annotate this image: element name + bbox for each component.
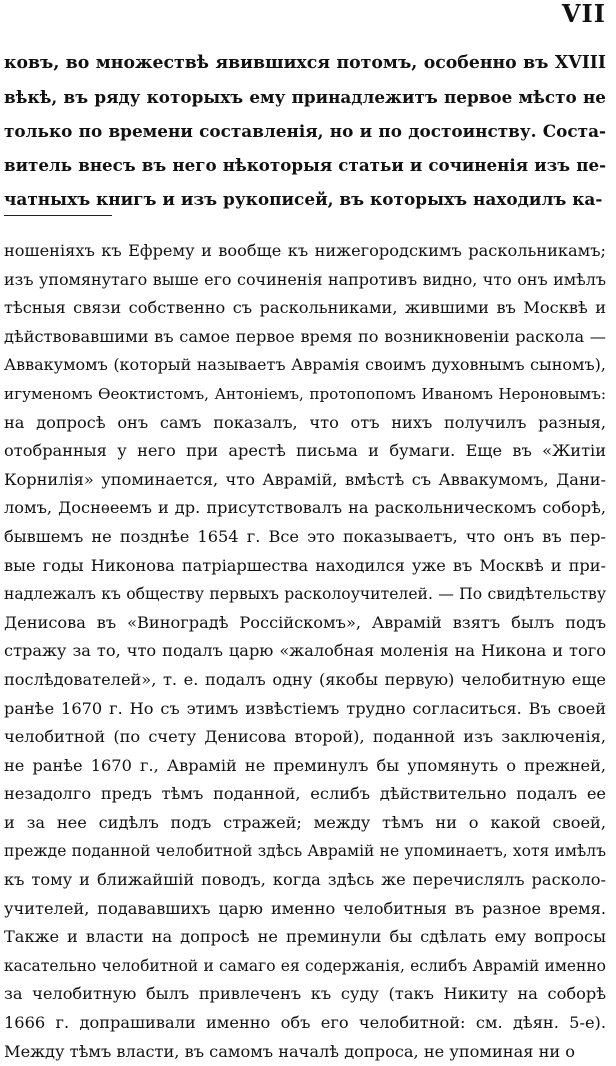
footnote-line: прежде поданной челобитной здѣсь Аврамій не упоминаетъ, хотя имѣлъ bbox=[4, 842, 606, 861]
footnote-line: незадолго предъ тѣмъ поданной, еслибъ дѣйствительно подалъ ее bbox=[4, 784, 606, 804]
footnote-line: бывшемъ не позднѣе 1654 г. Все это показываетъ, что онъ въ пер- bbox=[4, 526, 606, 546]
footnote-line: стражу за то, что подалъ царю «жалобная моленія на Никона и того bbox=[4, 641, 606, 661]
footnote-line: игуменомъ Ѳеоктистомъ, Антоніемъ, протопопомъ Иваномъ Нероновымъ: bbox=[4, 384, 606, 403]
footnote-line: надлежалъ къ обществу первыхъ расколоучителей. — По свидѣтельству bbox=[4, 585, 606, 604]
footnote-line: ломъ, Доснѳеемъ и др. присутствовалъ на раскольническомъ соборѣ, bbox=[4, 498, 606, 518]
footnote-line: изъ упомянутаго выше его сочиненія напротивъ видно, что онъ имѣлъ bbox=[4, 269, 606, 289]
page-number: VII bbox=[561, 0, 606, 28]
footnote-line: Аввакумомъ (который называетъ Аврамія своимъ духовнымъ сыномъ), bbox=[4, 355, 606, 375]
main-text-line: чатныхъ книгъ и изъ рукописей, въ которыхъ находилъ ка- bbox=[4, 189, 603, 209]
main-text-line: вѣкѣ, въ ряду которыхъ ему принадлежитъ первое мѣсто не bbox=[4, 87, 606, 107]
main-text-line: только по времени составленія, но и по достоинству. Соста- bbox=[4, 121, 606, 141]
footnote-line: отобранныя у него при арестѣ письма и бумаги. Еще въ «Житіи bbox=[4, 441, 606, 461]
main-text-line: ковъ, во множествѣ явившихся потомъ, особенно въ XVIII bbox=[4, 53, 606, 73]
footnote-line: тѣсныя связи собственно съ раскольниками, жившими въ Москвѣ и bbox=[4, 298, 606, 318]
footnote-line: Между тѣмъ власти, въ самомъ началѣ допроса, не упоминая ни о bbox=[4, 1041, 576, 1061]
footnote-line: вые годы Никонова патріаршества находился уже въ Москвѣ и при- bbox=[4, 555, 606, 575]
footnote-line: за челобитную былъ привлеченъ къ суду (такъ Никиту на соборѣ bbox=[4, 984, 606, 1004]
footnote-line: не ранѣе 1670 г., Аврамій не преминулъ бы упомянуть о прежней, bbox=[4, 755, 606, 775]
footnote-line: къ тому и ближайшій поводъ, когда здѣсь же перечислялъ расколо- bbox=[4, 870, 606, 890]
footnote-line: ношеніяхъ къ Ефрему и вообще къ нижегородскимъ раскольникамъ; bbox=[4, 241, 606, 260]
footnote-line: послѣдователей», т. е. подалъ одну (якобы первую) челобитную еще bbox=[4, 669, 606, 689]
footnote-text bbox=[4, 237, 606, 1066]
footnote-line: дѣйствовавшими въ самое первое время по возникновеніи раскола — bbox=[4, 326, 606, 346]
footnote-line: и за нее сидѣлъ подъ стражей; между тѣмъ ни о какой своей, bbox=[4, 812, 606, 832]
footnote-line: на допросѣ онъ самъ показалъ, что отъ нихъ получилъ разныя, bbox=[4, 412, 606, 432]
footnote-line: 1666 г. допрашивали именно объ его челобитной: см. дѣян. 5-е). bbox=[4, 1013, 606, 1033]
footnote-line: Корнилія» упоминается, что Аврамій, вмѣстѣ съ Аввакумомъ, Дани- bbox=[4, 469, 606, 489]
footnote-line: ранѣе 1670 г. Но съ этимъ извѣстіемъ трудно согласиться. Въ своей bbox=[4, 698, 606, 718]
footnote-line: Также и власти на допросѣ не преминули бы сдѣлать ему вопросы bbox=[4, 927, 606, 947]
footnote-line: челобитной (по счету Денисова второй), поданной изъ заключенія, bbox=[4, 727, 606, 747]
footnote-line: учителей, подававшихъ царю именно челобитныя въ разное время. bbox=[4, 898, 606, 918]
footnote-line: Денисова въ «Виноградѣ Россійскомъ», Аврамій взятъ былъ подъ bbox=[4, 612, 606, 632]
main-text-line: витель внесъ въ него нѣкоторыя статьи и сочиненія изъ пе- bbox=[4, 155, 606, 175]
footnote-line: касательно челобитной и самаго ея содержанія, еслибъ Аврамій именно bbox=[4, 956, 606, 975]
main-text bbox=[4, 46, 606, 216]
footnote-separator bbox=[4, 215, 112, 216]
